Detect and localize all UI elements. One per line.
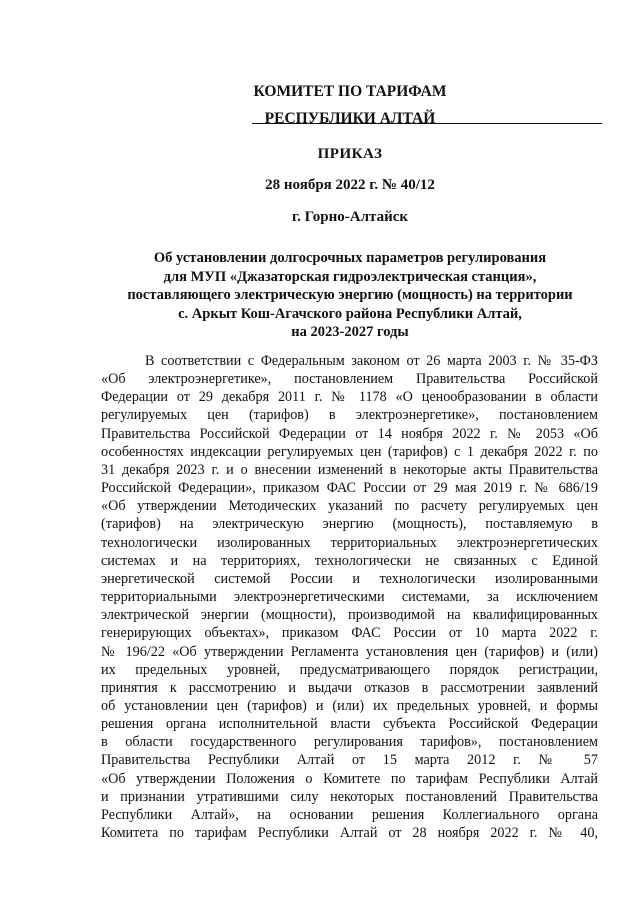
order-title: ПРИКАЗ bbox=[317, 146, 383, 162]
order-date-number: 28 ноября 2022 г. № 40/12 bbox=[265, 177, 435, 193]
body-line: их предельных уровней, предусматривающего порядок регистрации, bbox=[101, 661, 598, 678]
body-line: об установлении цен (тарифов) и (или) их предельных уровней, и формы bbox=[101, 697, 598, 714]
body-line: электрической энергии (мощности), производимой на квалифицированных bbox=[101, 607, 598, 624]
body-line: системах и на территориях, технологически не связанных с Единой bbox=[101, 552, 598, 569]
subject-line: с. Аркыт Кош-Агачского района Республики Алтай, bbox=[178, 305, 522, 322]
body-line: Республики Алтай», на основании решения Коллегиального органа bbox=[101, 806, 598, 823]
body-line: и признании утратившими силу некоторых постановлений Правительства bbox=[101, 788, 598, 805]
body-line: (тарифов) на электрическую энергию (мощность), поставляемую в bbox=[101, 516, 598, 533]
body-line: В соответствии с Федеральным законом от 26 марта 2003 г. № 35-ФЗ bbox=[145, 353, 598, 369]
body-line: технологически изолированных территориальных электроэнергетических bbox=[101, 534, 598, 551]
body-line: Российской Федерации», приказом ФАС России от 29 мая 2019 г. № 686/19 bbox=[101, 480, 598, 497]
body-line: «Об утверждении Положения о Комитете по тарифам Республики Алтай bbox=[101, 770, 598, 787]
body-line: 31 декабря 2023 г. и о внесении изменений в некоторые акты Правительства bbox=[101, 461, 598, 478]
body-line: Комитета по тарифам Республики Алтай от 28 ноября 2022 г. № 40, bbox=[101, 825, 598, 842]
body-line: Правительства Российской Федерации от 14 ноября 2022 г. № 2053 «Об bbox=[101, 425, 598, 442]
order-city: г. Горно-Алтайск bbox=[291, 209, 409, 225]
body-line: «Об утверждении Методических указаний по расчету регулируемых цен bbox=[101, 498, 598, 515]
body-line: генерирующих объектах», приказом ФАС России от 10 марта 2022 г. bbox=[101, 625, 598, 642]
body-line: особенностях индексации регулируемых цен (тарифов) с 1 декабря 2022 г. по bbox=[101, 443, 598, 460]
body-line: «Об электроэнергетике», постановлением Правительства Российской bbox=[101, 371, 598, 388]
order-body-paragraph bbox=[101, 352, 598, 842]
body-line: принятия к рассмотрению и выдачи отказов в рассмотрении заявлений bbox=[101, 679, 598, 696]
body-line: в области государственного регулирования тарифов», постановлением bbox=[101, 734, 598, 751]
subject-line: для МУП «Джазаторская гидроэлектрическая станция», bbox=[163, 268, 537, 285]
org-name-line-2: РЕСПУБЛИКИ АЛТАЙ bbox=[264, 110, 436, 127]
order-subject bbox=[95, 249, 605, 342]
body-line: решения органа исполнительной власти субъекта Российской Федерации bbox=[101, 716, 598, 733]
org-name-line-1: КОМИТЕТ ПО ТАРИФАМ bbox=[253, 83, 447, 100]
subject-line: на 2023-2027 годы bbox=[291, 324, 409, 340]
subject-line: поставляющего электрическую энергию (мощность) на территории bbox=[127, 287, 573, 303]
body-line: территориальными электроэнергетическими системами, за исключением bbox=[101, 589, 598, 606]
body-line: энергетической системой России и технологически изолированными bbox=[101, 570, 598, 587]
subject-line: Об установлении долгосрочных параметров регулирования bbox=[153, 250, 547, 266]
body-line: Правительства Республики Алтай от 15 марта 2012 г. № 57 bbox=[101, 752, 598, 769]
header-divider bbox=[252, 123, 602, 124]
body-line: № 196/22 «Об утверждении Регламента установления цен (тарифов) и (или) bbox=[101, 643, 598, 660]
body-line: Федерации от 29 декабря 2011 г. № 1178 «О ценообразовании в области bbox=[101, 389, 598, 406]
body-line: регулируемых цен (тарифов) в электроэнергетике», постановлением bbox=[101, 407, 598, 424]
